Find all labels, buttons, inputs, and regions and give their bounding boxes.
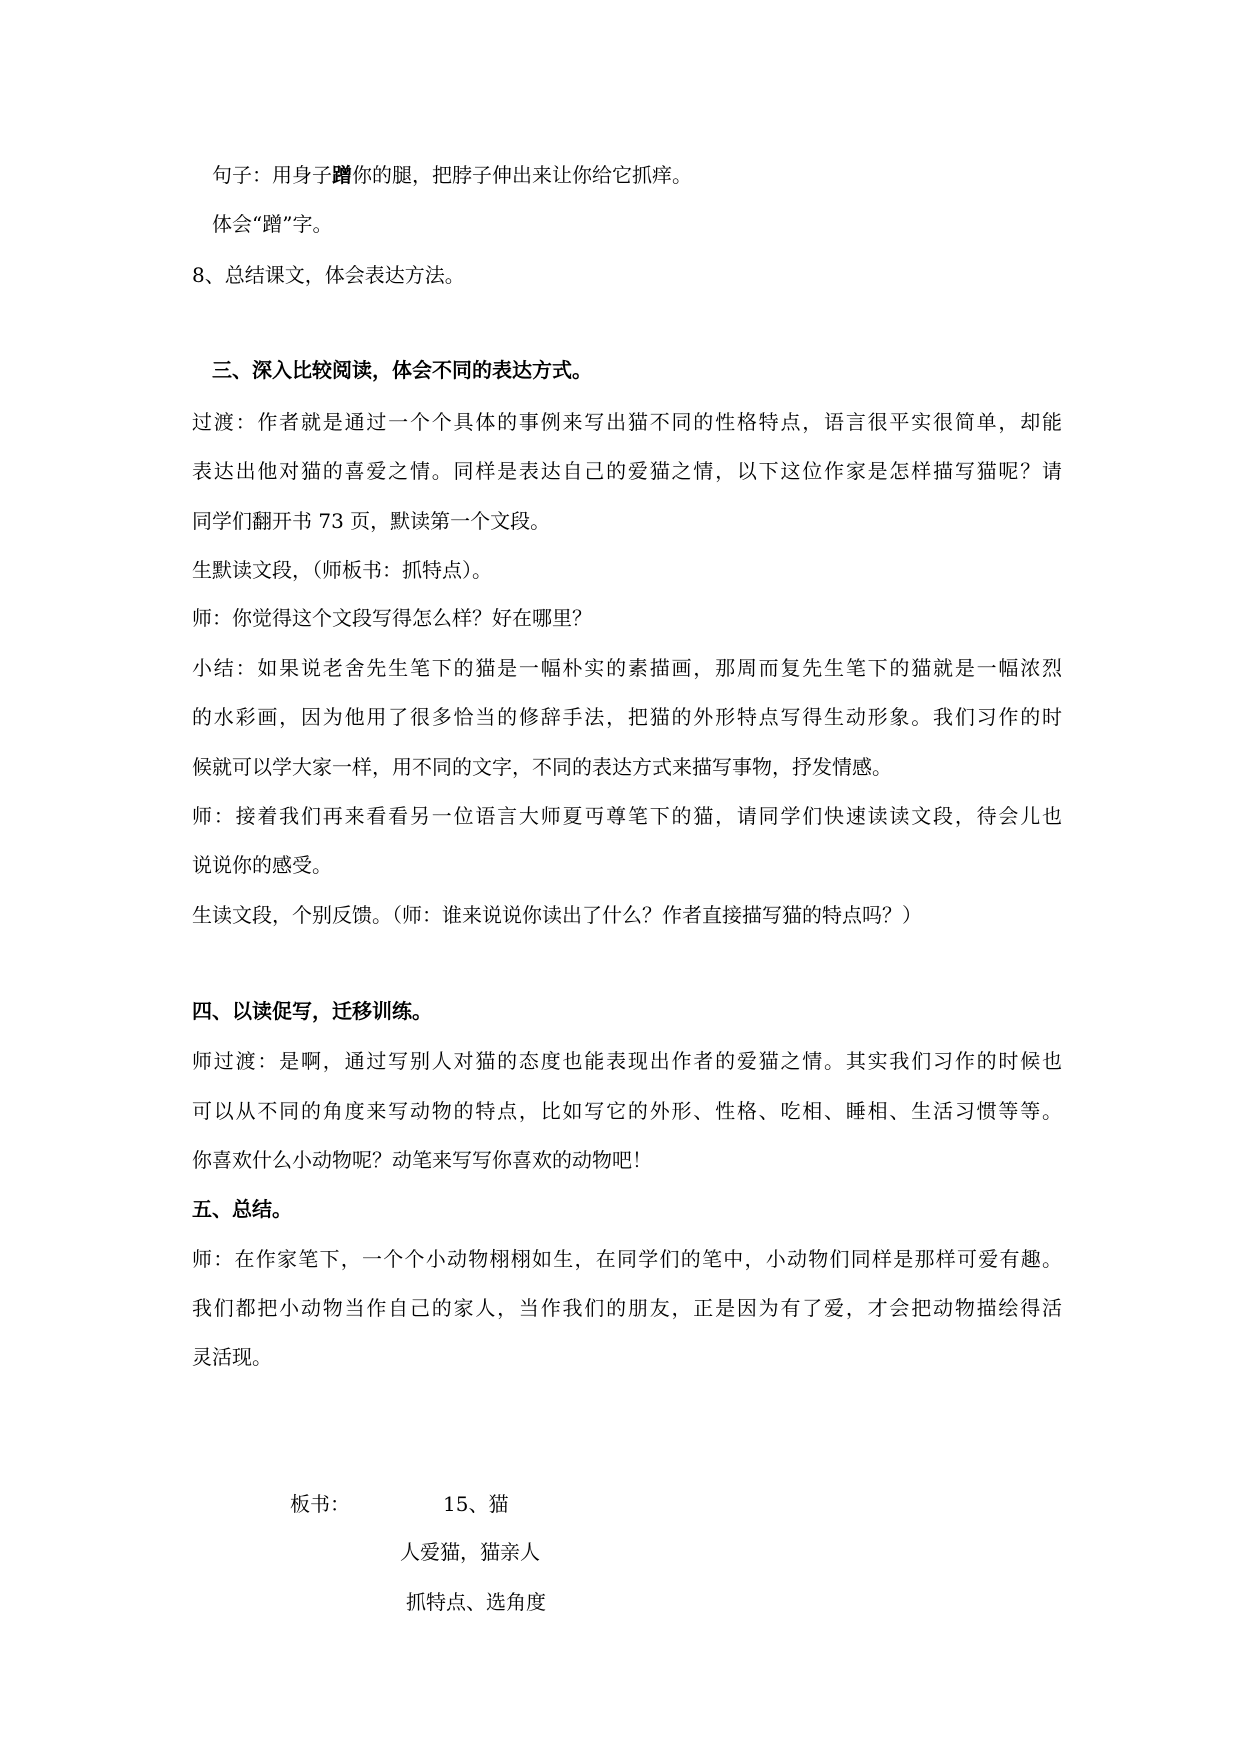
teacher-next-line: 说说你的感受。: [192, 853, 332, 877]
transition-line: 过渡：作者就是通过一个个具体的事例来写出猫不同的性格特点，语言很平实很简单，却能: [192, 410, 1062, 434]
sentence-suffix: 你的腿，把脖子伸出来让你给它抓痒。: [352, 163, 692, 187]
section4-line: 你喜欢什么小动物呢？动笔来写写你喜欢的动物吧！: [192, 1148, 652, 1172]
section5-line: 我们都把小动物当作自己的家人，当作我们的朋友，正是因为有了爱，才会把动物描绘得活: [192, 1296, 1062, 1320]
example-sentence: [212, 162, 692, 188]
board-line-2: 抓特点、选角度: [406, 1590, 546, 1614]
sentence-bold-word: 蹭: [332, 163, 352, 187]
section5-line: 师：在作家笔下，一个个小动物栩栩如生，在同学们的笔中，小动物们同样是那样可爱有趣。: [192, 1247, 1062, 1271]
silent-read: 生默读文段，（师板书：抓特点）。: [192, 558, 492, 582]
teacher-next-line: 师：接着我们再来看看另一位语言大师夏丏尊笔下的猫，请同学们快速读读文段，待会儿也: [192, 804, 1062, 828]
summary-line: 的水彩画，因为他用了很多恰当的修辞手法，把猫的外形特点写得生动形象。我们习作的时: [192, 705, 1062, 729]
board-title: 15、猫: [443, 1492, 509, 1516]
transition-line: 同学们翻开书 73 页，默读第一个文段。: [192, 509, 551, 533]
teacher-question: 师：你觉得这个文段写得怎么样？好在哪里？: [192, 606, 592, 630]
sentence-prefix: 句子：用身子: [212, 163, 332, 187]
section4-line: 可以从不同的角度来写动物的特点，比如写它的外形、性格、吃相、睡相、生活习惯等等。: [192, 1099, 1062, 1123]
section5-heading: 五、总结。: [192, 1197, 292, 1221]
section5-line: 灵活现。: [192, 1345, 272, 1369]
section4-line: 师过渡：是啊，通过写别人对猫的态度也能表现出作者的爱猫之情。其实我们习作的时候也: [192, 1049, 1062, 1073]
board-label: 板书：: [290, 1492, 350, 1516]
step-8: 8、总结课文，体会表达方法。: [192, 263, 465, 287]
section4-heading: 四、以读促写，迁移训练。: [192, 999, 432, 1023]
section3-heading: 三、深入比较阅读，体会不同的表达方式。: [212, 358, 592, 382]
board-line-1: 人爱猫，猫亲人: [400, 1540, 540, 1564]
tihui-line: 体会“蹭”字。: [212, 212, 333, 236]
feedback-line: 生读文段，个别反馈。（师：谁来说说你读出了什么？作者直接描写猫的特点吗？）: [192, 903, 922, 927]
summary-line: 小结：如果说老舍先生笔下的猫是一幅朴实的素描画，那周而复先生笔下的猫就是一幅浓烈: [192, 656, 1062, 680]
summary-line: 候就可以学大家一样，用不同的文字，不同的表达方式来描写事物，抒发情感。: [192, 755, 892, 779]
transition-line: 表达出他对猫的喜爱之情。同样是表达自己的爱猫之情，以下这位作家是怎样描写猫呢？请: [192, 459, 1062, 483]
